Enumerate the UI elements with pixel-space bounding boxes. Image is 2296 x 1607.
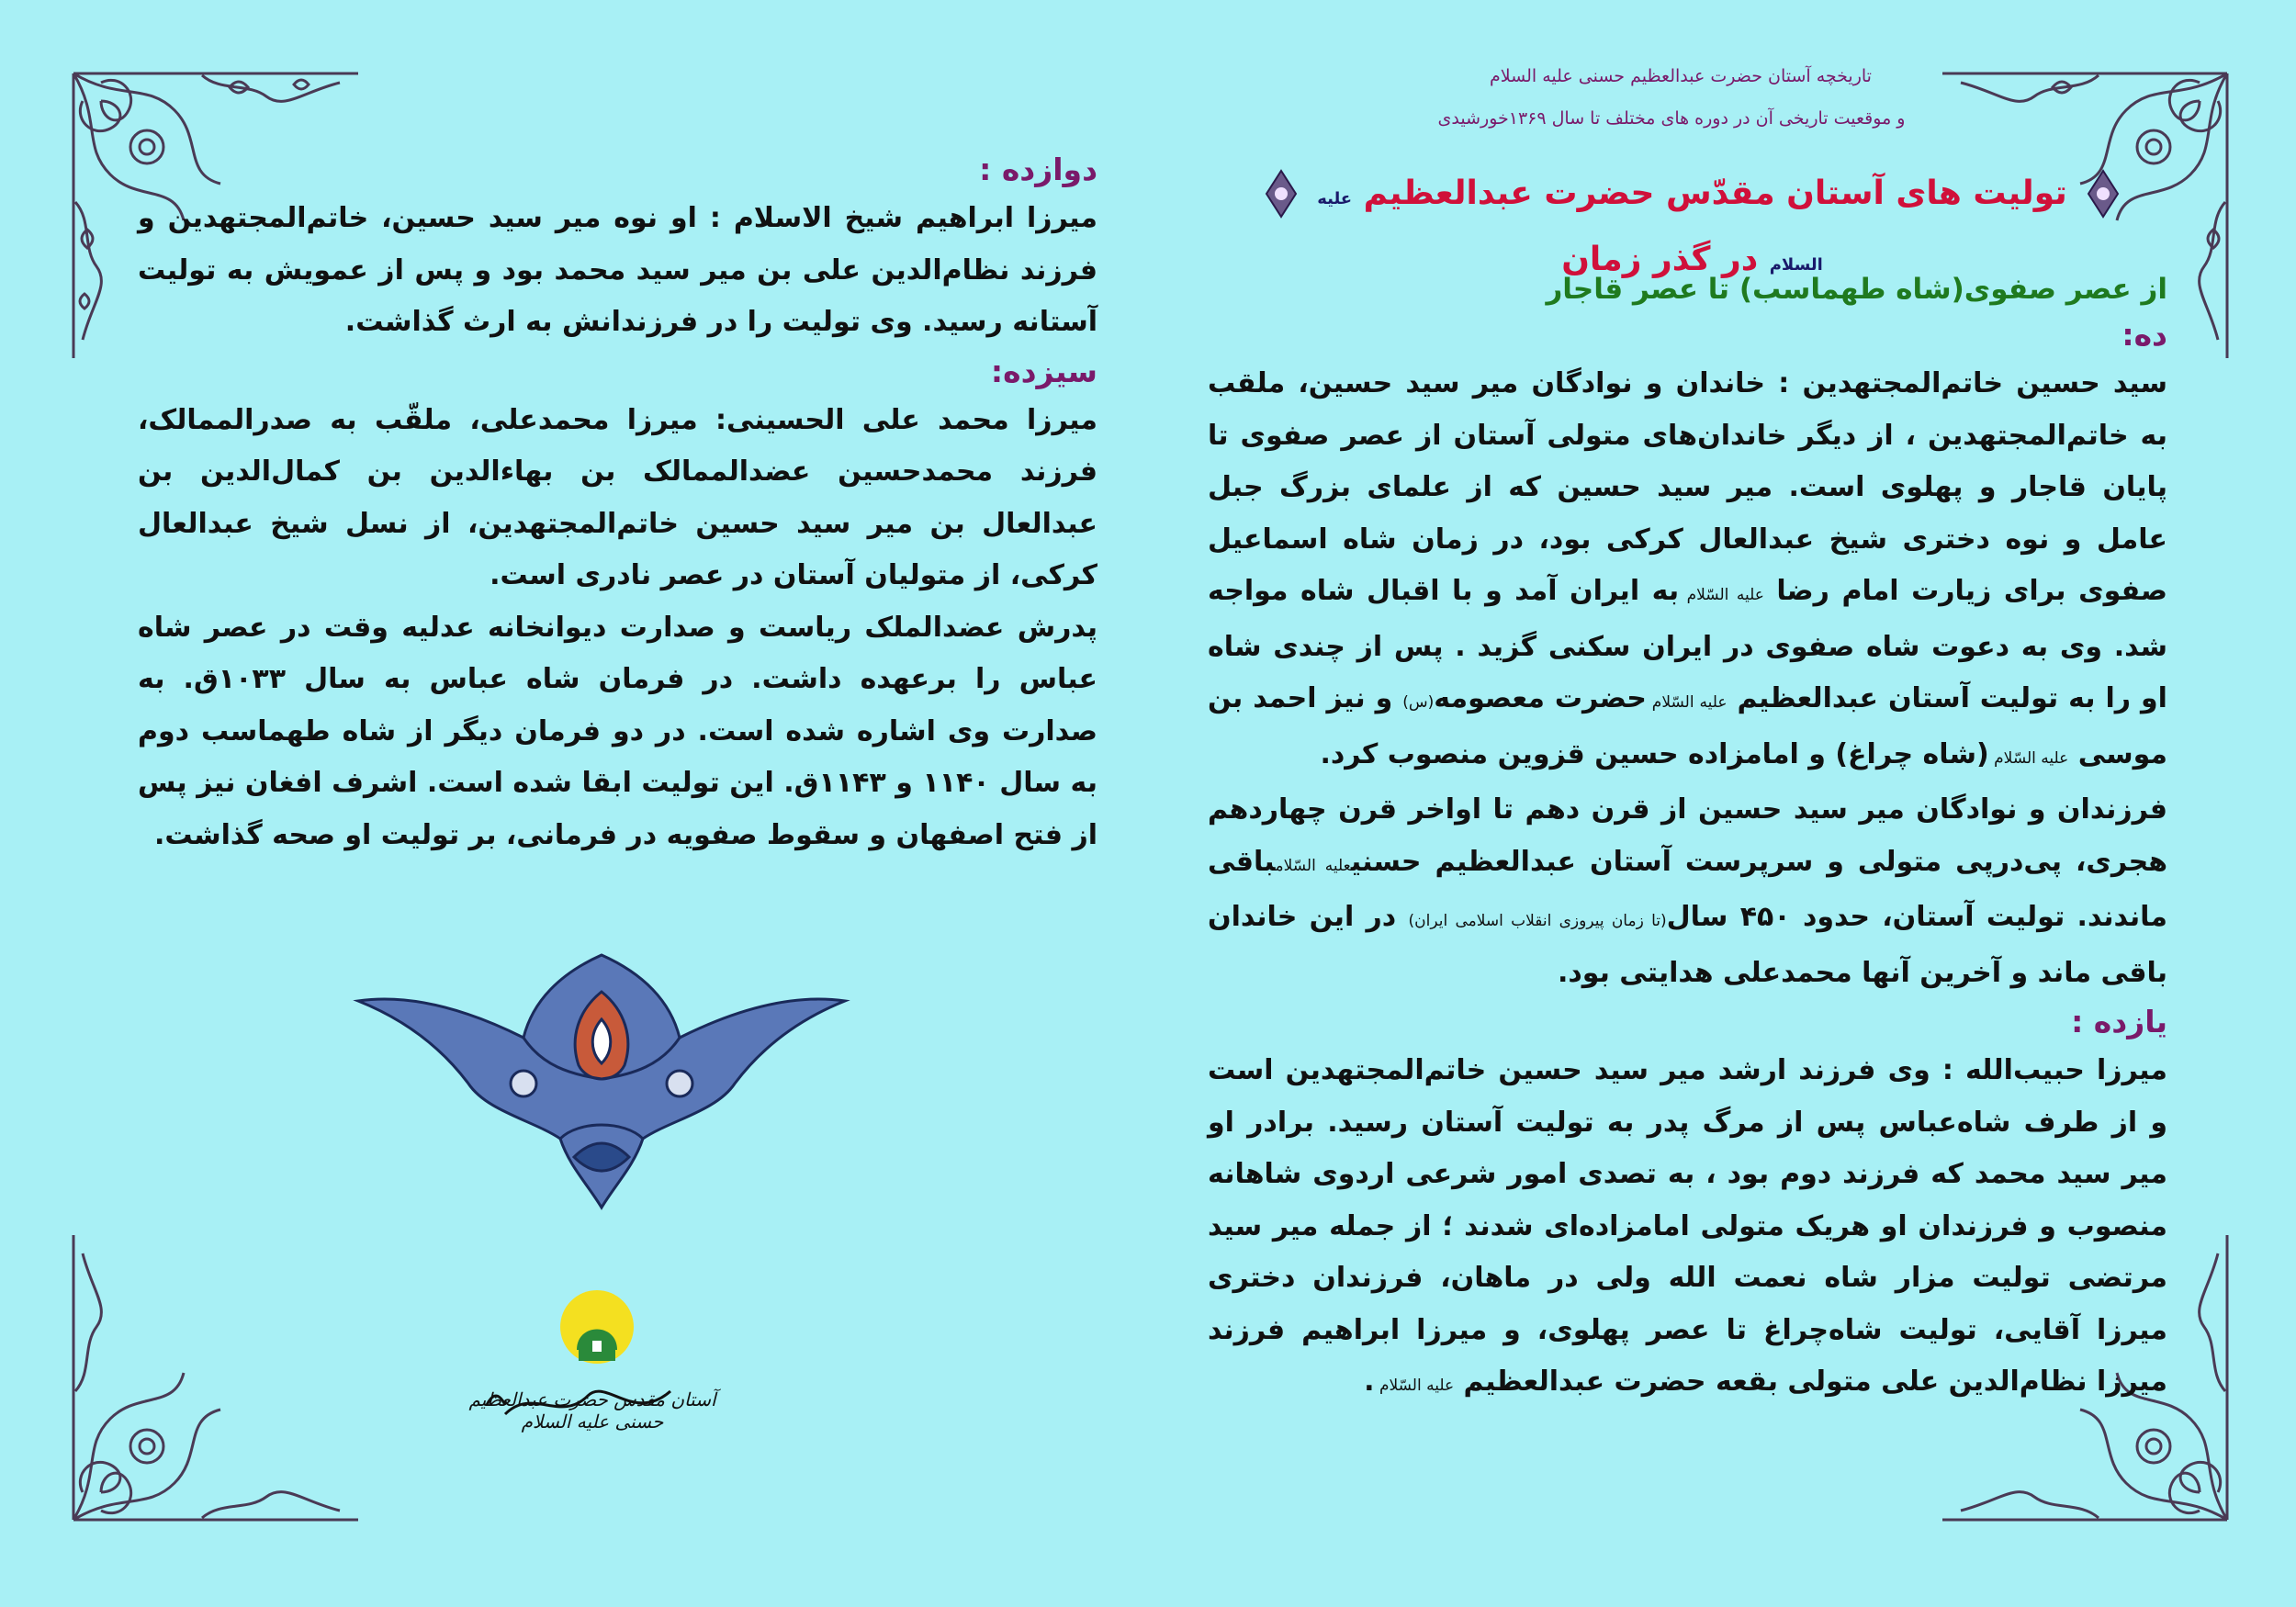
section-10-paragraph-1: سید حسین خاتم‌المجتهدین : خاندان و نوادگان میر سید حسین، ملقب به خاتم‌المجتهدین ، از دیگر خاندان‌های متولی آستان از عصر صفوی تا پایان قاجار و پهلوی است. میر سید حسین که از علمای بزرگ جبل عامل و نوه دختری شیخ عبدالعال کرکی بود، در زمان شاه اسماعیل صفوی برای زیارت امام رضا علیه السّلام به ایران آمد و با اقبال شاه مواجه شد. وی به دعوت شاه صفوی در ایران سکنی گزید . پس از چندی شاه او را به تولیت آستان عبدالعظیم علیه السّلام حضرت معصومه(س) و نیز احمد بن موسی علیه السّلام (شاه چراغ) و امامزاده حسین قزوین منصوب کرد. — [1208, 367, 2167, 770]
section-13-paragraph-1: میرزا محمد علی الحسینی: میرزا محمدعلی، ملقّب به صدرالممالک، فرزند محمدحسین عضدالممالک بن بهاءالدین بن کمال‌الدین بن عبدالعال بن میر سید حسین خاتم‌المجتهدین، از نسل شیخ عبدالعال کرکی، از متولیان آستان در عصر نادری است. — [138, 403, 1097, 591]
header-line-2: و موقعیت تاریخی آن در دوره های مختلف تا سال ۱۳۶۹خورشیدی — [1437, 108, 1906, 129]
section-heading-11: یازده : — [2071, 1004, 2167, 1039]
header-line-1: تاریخچه آستان حضرت عبدالعظیم حسنی علیه السلام — [1490, 66, 1872, 86]
banner-ornament-left-icon — [1263, 169, 1300, 219]
section-12-paragraph-1: میرزا ابراهیم شیخ الاسلام : او نوه میر سید حسین، خاتم‌المجتهدین و فرزند نظام‌الدین علی بن میر سید محمد بود و پس از عمویش به تولیت آستانه رسید. وی تولیت را در فرزندانش به ارث گذاشت. — [138, 202, 1097, 338]
section-11-paragraph-1: میرزا حبیب‌الله : وی فرزند ارشد میر سید حسین خاتم‌المجتهدین است و از طرف شاه‌عباس پس از مرگ پدر به تولیت آستان رسید. برادر او میر سید محمد که فرزند دوم بود ، به تصدی امور شرعی اردوی شاهانه منصوب و فرزندان او هریک متولی امامزاده‌ای شدند ؛ از جمله میر سید مرتضی تولیت مزار شاه نعمت الله ولی در ماهان، فرزندان دختری میرزا آقایی، تولیت شاه‌چراغ تا عصر پهلوی، و میرزا ابراهیم فرزند میرزا نظام‌الدین علی متولی بقعه حضرت عبدالعظیم علیه السّلام . — [1208, 1054, 2167, 1398]
banner-ornament-right-icon — [2085, 169, 2122, 219]
title-main: تولیت های آستان مقدّس حضرت عبدالعظیم — [1352, 174, 2067, 212]
section-10-paragraph-2: فرزندان و نوادگان میر سید حسین از قرن دهم تا اواخر قرن چهاردهم هجری، پی‌درپی متولی و سرپرست آستان عبدالعظیم حسنیعلیه السّلامباقی ماندند. تولیت آستان، حدود ۴۵۰ سال(تا زمان پیروزی انقلاب اسلامی ایران) در این خاندان باقی ماند و آخرین آنها محمدعلی هدایتی بود. — [1208, 793, 2167, 989]
section-13-paragraph-2: پدرش عضدالملک ریاست و صدارت دیوانخانه عدلیه وقت در عصر شاه عباس را برعهده داشت. در فرمان شاه عباس به سال ۱۰۳۳ق. به صدارت وی اشاره شده است. در دو فرمان دیگر از شاه طهماسب دوم به سال ۱۱۴۰ و ۱۱۴۳ق. این تولیت ابقا شده است. اشرف افغان نیز پس از فتح اصفهان و سقوط صفویه در فرمانی، بر تولیت او صحه گذاشت. — [138, 611, 1097, 851]
title-end: در گذر زمان — [1561, 241, 1770, 278]
left-column — [138, 147, 1097, 861]
corner-ornament-bottom-left — [64, 1226, 367, 1529]
era-subtitle: از عصر صفوی(شاه طهماسب) تا عصر قاجار — [1546, 273, 2167, 306]
section-heading-10: ده: — [2122, 317, 2167, 353]
title-honorific: علیه السلام — [1317, 189, 1823, 275]
shrine-logo — [450, 1286, 735, 1442]
decorative-tile-ornament-icon — [349, 937, 854, 1221]
right-column — [1208, 266, 2167, 1412]
section-heading-12: دوازده : — [979, 152, 1097, 187]
title-banner — [1263, 163, 2122, 278]
section-heading-13: سیزده: — [990, 353, 1097, 389]
logo-caption: آستان مقدس حضرت عبدالعظیم حسنی علیه السلام — [468, 1388, 716, 1433]
